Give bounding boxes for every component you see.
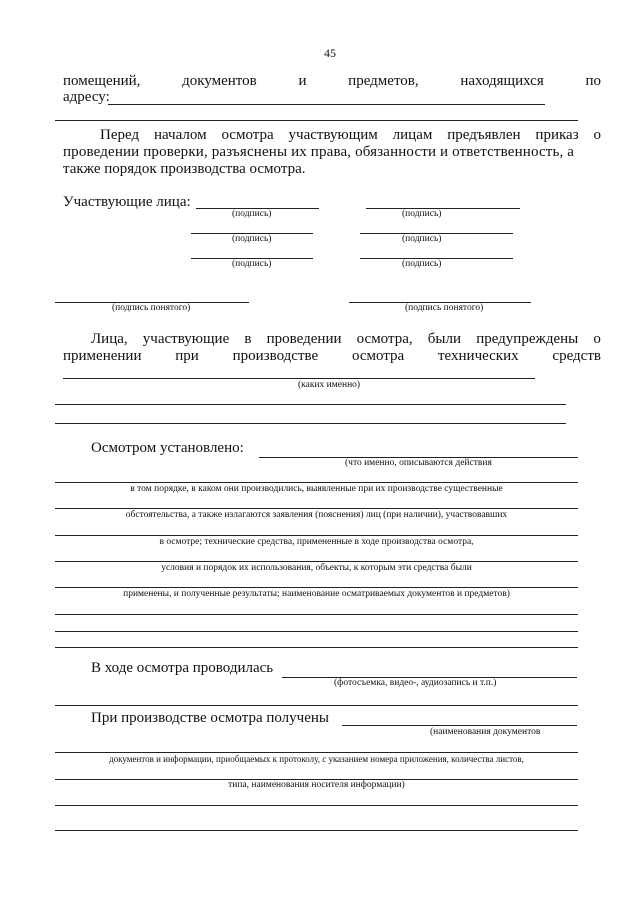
blank-line[interactable] [55,614,578,615]
order-line-2: проведении проверки, разъяснены их права, обязанности и ответственность, а [63,144,575,160]
technical-line-1 [91,330,601,348]
established-caption: условия и порядок их использования, объекты, к которым эти средства были [161,563,472,573]
established-line[interactable] [55,587,578,588]
blank-line[interactable] [55,805,578,806]
intro-word: предметов, [348,73,419,89]
technical-word: в [244,331,252,347]
technical-word: применении [63,348,142,364]
obtained-line[interactable] [55,752,578,753]
blank-line[interactable] [55,404,566,405]
blank-line[interactable] [55,631,578,632]
technical-word: о [593,331,601,347]
established-line[interactable] [55,508,578,509]
recording-caption: (фотосъемка, видео-, аудиозапись и т.п.) [334,678,497,688]
signature-line[interactable] [366,208,520,209]
signature-caption: (подпись) [402,259,442,269]
technical-word: при [175,348,199,364]
blank-line[interactable] [55,705,578,706]
obtained-caption: типа, наименования носителя информации) [228,780,405,790]
address-line[interactable] [108,104,545,105]
established-caption: в осмотре; технические средства, примененные в ходе производства осмотра, [159,537,474,547]
blank-line[interactable] [55,647,578,648]
technical-caption: (каких именно) [298,380,361,390]
established-caption: обстоятельства, а также излагаются заявления (пояснения) лиц (при наличии), участвовавших [125,510,508,520]
order-line-3: также порядок производства осмотра. [63,161,306,177]
established-line[interactable] [55,561,578,562]
technical-word: Лица, [91,331,128,347]
obtained-label: При производстве осмотра получены [91,710,329,726]
witness-caption: (подпись понятого) [112,303,191,313]
established-caption: (что именно, описываются действия [345,458,492,468]
established-label: Осмотром установлено: [91,440,244,456]
signature-caption: (подпись) [232,209,272,219]
established-line[interactable] [55,482,578,483]
participants-label: Участвующие лица: [63,194,191,210]
order-word: лицам [392,127,433,143]
technical-word: осмотра [351,348,405,364]
obtained-caption: (наименования документов [430,727,541,737]
order-word: предъявлен [447,127,521,143]
technical-word: технических [438,348,519,364]
technical-line[interactable] [63,378,535,379]
technical-word: осмотра, [356,331,413,347]
blank-line[interactable] [55,423,566,424]
address-line-2[interactable] [55,120,578,121]
signature-caption: (подпись) [402,234,442,244]
signature-caption: (подпись) [232,259,272,269]
order-word: Перед [100,127,140,143]
recording-label: В ходе осмотра проводилась [91,660,274,676]
order-word: о [593,127,601,143]
established-caption: в том порядке, в каком они производились, выявленные при их производстве существенные [130,484,503,494]
intro-word: по [585,73,601,89]
established-caption: применены, и полученные результаты; наименование осматриваемых документов и предметов) [123,589,510,599]
intro-word: и [298,73,307,89]
technical-word: были [427,331,462,347]
order-word: началом [153,127,207,143]
established-line[interactable] [55,535,578,536]
intro-word: находящихся [460,73,544,89]
signature-caption: (подпись) [402,209,442,219]
intro-word: помещений, [63,73,141,89]
intro-word: документов [182,73,257,89]
order-word: осмотра [221,127,274,143]
technical-word: проведении [266,331,342,347]
address-label: адресу: [63,89,110,105]
obtained-caption: документов и информации, приобщаемых к протоколу, с указанием номера приложения, количества листов, [109,754,524,764]
witness-caption: (подпись понятого) [405,303,484,313]
order-word: участвующим [288,127,378,143]
order-line-1 [100,126,601,144]
obtained-line[interactable] [342,725,577,726]
intro-line [63,72,601,90]
technical-line-2 [63,347,601,365]
signature-caption: (подпись) [232,234,272,244]
technical-word: производстве [232,348,319,364]
technical-word: участвующие [142,331,230,347]
order-word: приказ [535,127,579,143]
blank-line[interactable] [55,830,578,831]
technical-word: предупреждены [476,331,579,347]
page-number: 45 [324,46,336,60]
technical-word: средств [552,348,601,364]
